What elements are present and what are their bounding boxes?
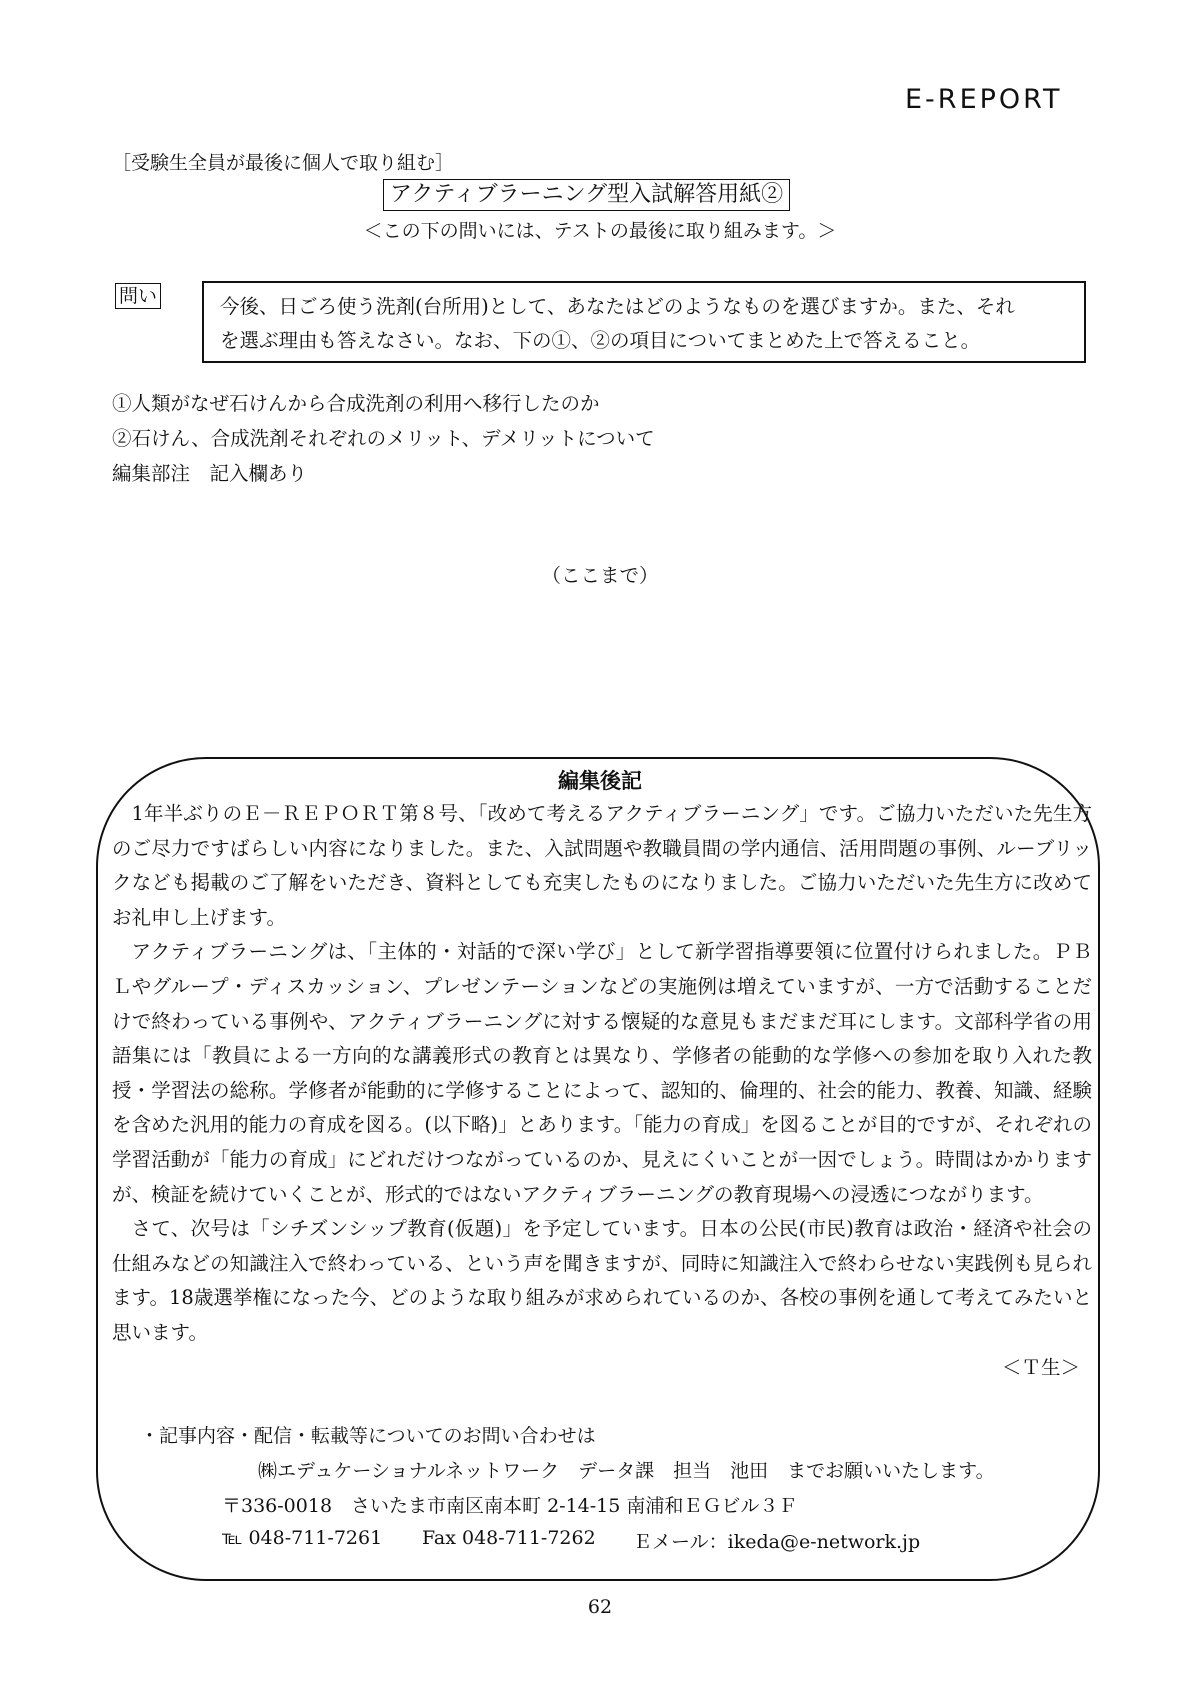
postscript-title: 編集後記 <box>558 769 642 793</box>
postscript-paragraph-2: アクティブラーニングは、「主体的・対話的で深い学び」として新学習指導要領に位置付けられました。ＰＢＬやグループ・ディスカッション、プレゼンテーションなどの実施例は増えていますが、一方で活動することだけで終わっている事例や、アクティブラーニングに対する懐疑的な意見もまだまだ耳にします。文部科学省の用語集には「教員による一方向的な講義形式の教育とは異なり、学修者の能動的な学修への参加を取り入れた教授・学習法の総称。学修者が能動的に学修することによって、認知的、倫理的、社会的能力、教養、知識、経験を含めた汎用的能力の育成を図る。(以下略)」とあります。「能力の育成」を図ることが目的ですが、それぞれの学習活動が「能力の育成」にどれだけつながっているのか、見えにくいことが一因でしょう。時間はかかりますが、検証を続けていくことが、形式的ではないアクティブラーニングの教育現場への浸透につながります。 <box>112 940 1092 1206</box>
question-item-2: ②石けん、合成洗剤それぞれのメリット、デメリットについて <box>112 427 655 450</box>
report-brand: E-REPORT <box>905 84 1063 115</box>
postscript-body <box>112 797 1092 1385</box>
question-tag: 問い <box>115 283 161 309</box>
contact-fax: Fax 048-711-7262 <box>422 1527 596 1549</box>
question-line-2: を選ぶ理由も答えなさい。なお、下の①、②の項目についてまとめた上で答えること。 <box>220 329 981 352</box>
question-box <box>202 281 1086 363</box>
postscript-paragraph-1: 1年半ぶりのＥ－ＲＥＰＯＲＴ第８号、「改めて考えるアクティブラーニング」です。ご協力いただいた先生方のご尽力ですばらしい内容になりました。また、入試問題や教職員間の学内通信、活用問題の事例、ルーブリックなども掲載のご了解をいただき、資料としても充実したものになりました。ご協力いただいた先生方に改めてお礼申し上げます。 <box>112 802 1092 929</box>
contact-email: Ｅメール：ikeda@e-network.jp <box>633 1531 921 1553</box>
postscript-paragraph-3: さて、次号は「シチズンシップ教育(仮題)」を予定しています。日本の公民(市民)教育は政治・経済や社会の仕組みなどの知識注入で終わっている、という声を聞きますが、同時に知識注入で終わらせない実践例も見られます。18歳選挙権になった今、どのような取り組みが求められているのか、各校の事例を通して考えてみたいと思います。 <box>112 1217 1092 1344</box>
question-line-1: 今後、日ごろ使う洗剤(台所用)として、あなたはどのようなものを選びますか。また、それ <box>220 295 1015 318</box>
postscript-signature: ＜Ｔ生＞ <box>1001 1355 1080 1379</box>
worksheet-subtitle: ＜この下の問いには、テストの最後に取り組みます。＞ <box>363 220 837 242</box>
contact-phone: ℡ 048-711-7261 <box>222 1527 383 1549</box>
contact-company: ㈱エデュケーショナルネットワーク データ課 担当 池田 までお願いいたします。 <box>258 1460 995 1482</box>
contact-heading: ・記事内容・配信・転載等についてのお問い合わせは <box>140 1425 596 1447</box>
editor-note: 編集部注 記入欄あり <box>112 462 308 485</box>
instruction-text: ［受験生全員が最後に個人で取り組む］ <box>112 152 455 174</box>
end-marker: （ここまで） <box>541 564 659 587</box>
worksheet-title: アクティブラーニング型入試解答用紙② <box>383 179 790 211</box>
contact-address: 〒336-0018 さいたま市南区南本町 2-14-15 南浦和ＥＧビル３Ｆ <box>222 1495 798 1517</box>
question-item-1: ①人類がなぜ石けんから合成洗剤の利用へ移行したのか <box>112 392 600 415</box>
page-number: 62 <box>587 1596 613 1618</box>
